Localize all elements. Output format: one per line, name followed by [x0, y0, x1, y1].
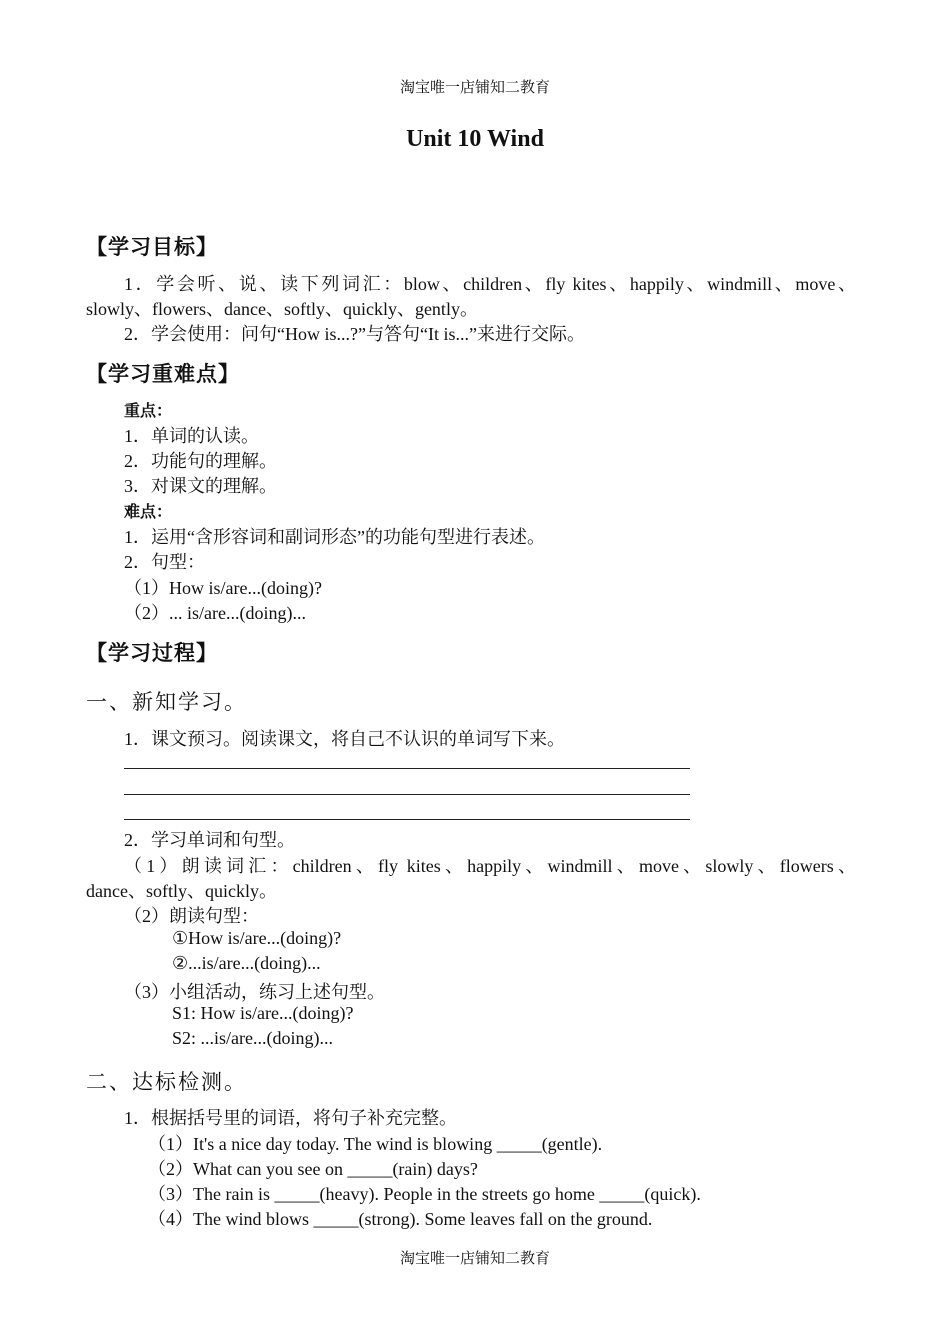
part1-sub2: （2）朗读句型： — [124, 906, 259, 926]
page-header: 淘宝唯一店铺知二教育 — [399, 80, 550, 96]
goals-item1-line1: 1．学会听、说、读下列词汇：blow、children、fly kites、happily、windmill、move、 — [124, 274, 856, 294]
answer-line[interactable] — [124, 768, 690, 769]
dialogue-line: S1: How is/are...(doing)? — [172, 1003, 354, 1023]
part1-sub1-line1: （1）朗读词汇：children、fly kites、happily、windmill、move、slowly、flowers、 — [124, 856, 856, 876]
part1-sub1-line2: dance、softly、quickly。 — [86, 881, 277, 901]
dialogue-line: S2: ...is/are...(doing)... — [172, 1028, 333, 1048]
keypoints-heading: 【学习重难点】 — [86, 362, 240, 386]
sentence-pattern: ②...is/are...(doing)... — [172, 953, 321, 973]
key-item: 1．单词的认读。 — [124, 426, 259, 446]
page-footer: 淘宝唯一店铺知二教育 — [399, 1251, 550, 1267]
key-label: 重点： — [124, 401, 173, 420]
part1-title: 一、新知学习。 — [86, 690, 247, 714]
process-heading: 【学习过程】 — [86, 641, 218, 665]
answer-line[interactable] — [124, 819, 690, 820]
difficulty-item: 2．句型： — [124, 552, 205, 572]
exercise-item: （1）It's a nice day today. The wind is blowing _____(gentle). — [148, 1134, 603, 1154]
part1-step2: 2．学习单词和句型。 — [124, 830, 295, 850]
difficulty-item: 1．运用“含形容词和副词形态”的功能句型进行表述。 — [124, 527, 545, 547]
part1-sub3: （3）小组活动，练习上述句型。 — [124, 982, 385, 1002]
key-item: 3．对课文的理解。 — [124, 476, 277, 496]
goals-item1-line2: slowly、flowers、dance、softly、quickly、gently。 — [86, 299, 478, 319]
part2-q1: 1．根据括号里的词语，将句子补充完整。 — [124, 1108, 457, 1128]
page-title: Unit 10 Wind — [406, 126, 544, 152]
pattern-item: （2）... is/are...(doing)... — [124, 603, 306, 623]
part1-step1: 1．课文预习。阅读课文，将自己不认识的单词写下来。 — [124, 729, 565, 749]
pattern-item: （1）How is/are...(doing)? — [124, 578, 322, 598]
exercise-item: （4）The wind blows _____(strong). Some leaves fall on the ground. — [148, 1209, 653, 1229]
key-item: 2．功能句的理解。 — [124, 451, 277, 471]
exercise-item: （3）The rain is _____(heavy). People in the streets go home _____(quick). — [148, 1184, 701, 1204]
part2-title: 二、达标检测。 — [86, 1070, 247, 1094]
goals-item2: 2．学会使用：问句“How is...?”与答句“It is...”来进行交际。 — [124, 324, 585, 344]
difficulty-label: 难点： — [124, 502, 173, 521]
sentence-pattern: ①How is/are...(doing)? — [172, 928, 342, 948]
answer-line[interactable] — [124, 794, 690, 795]
goals-heading: 【学习目标】 — [86, 235, 218, 259]
exercise-item: （2）What can you see on _____(rain) days? — [148, 1159, 478, 1179]
